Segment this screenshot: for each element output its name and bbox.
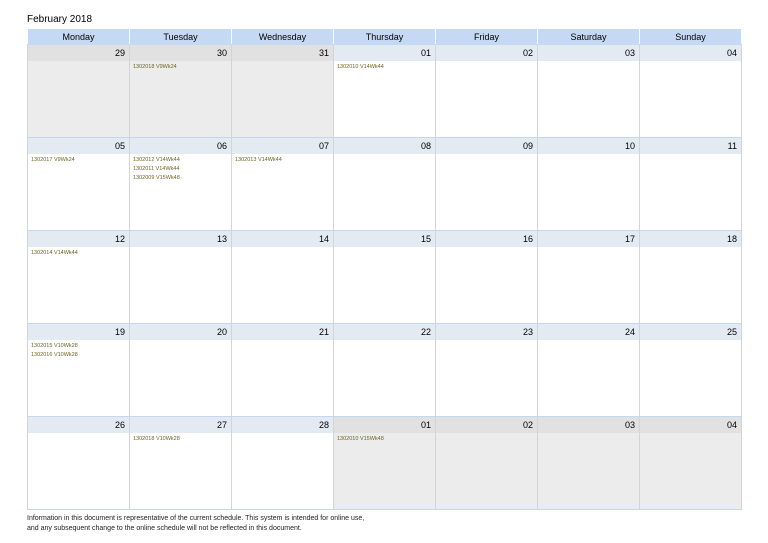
weekday-header-thursday: Thursday <box>334 29 436 45</box>
day-events <box>130 340 231 342</box>
calendar-day-cell[interactable] <box>334 231 436 324</box>
day-number: 10 <box>538 138 639 154</box>
day-events <box>130 247 231 249</box>
calendar-day-cell[interactable] <box>130 138 232 231</box>
weekday-header-row <box>28 29 742 45</box>
day-events <box>538 340 639 342</box>
day-events <box>232 154 333 165</box>
day-events <box>232 61 333 63</box>
day-events <box>28 154 129 165</box>
day-number: 07 <box>232 138 333 154</box>
day-events <box>436 154 537 156</box>
day-events <box>334 340 435 342</box>
day-number: 27 <box>130 417 231 433</box>
month-calendar <box>27 28 742 510</box>
calendar-day-cell[interactable] <box>232 417 334 510</box>
day-number: 01 <box>334 45 435 61</box>
calendar-event[interactable]: 1302018 V10Wk28 <box>133 436 180 442</box>
calendar-day-cell[interactable] <box>28 45 130 138</box>
disclaimer-line-1: Information in this document is representative of the current schedule. This system is intended for online use, <box>27 515 365 522</box>
calendar-day-cell[interactable] <box>538 45 640 138</box>
day-number: 24 <box>538 324 639 340</box>
calendar-day-cell[interactable] <box>640 231 742 324</box>
day-number: 18 <box>640 231 741 247</box>
calendar-day-cell[interactable] <box>334 45 436 138</box>
calendar-week-row <box>28 324 742 417</box>
day-number: 22 <box>334 324 435 340</box>
weekday-header-friday: Friday <box>436 29 538 45</box>
calendar-event[interactable]: 1302016 V10Wk28 <box>31 352 78 358</box>
day-events <box>232 340 333 342</box>
calendar-day-cell[interactable] <box>538 417 640 510</box>
weekday-header-saturday: Saturday <box>538 29 640 45</box>
day-number: 14 <box>232 231 333 247</box>
day-events <box>538 247 639 249</box>
day-number: 03 <box>538 45 639 61</box>
day-events <box>640 247 741 249</box>
day-number: 16 <box>436 231 537 247</box>
day-events <box>28 247 129 258</box>
disclaimer-line-2: and any subsequent change to the online schedule will not be reflected in this document. <box>27 525 302 532</box>
day-number: 25 <box>640 324 741 340</box>
day-number: 30 <box>130 45 231 61</box>
day-events <box>28 340 129 360</box>
calendar-week-row <box>28 45 742 138</box>
calendar-day-cell[interactable] <box>640 45 742 138</box>
day-number: 09 <box>436 138 537 154</box>
day-number: 13 <box>130 231 231 247</box>
day-events <box>28 433 129 435</box>
day-events <box>232 247 333 249</box>
calendar-day-cell[interactable] <box>538 324 640 417</box>
calendar-day-cell[interactable] <box>538 138 640 231</box>
calendar-day-cell[interactable] <box>130 324 232 417</box>
day-number: 15 <box>334 231 435 247</box>
day-events <box>232 433 333 435</box>
weekday-header-monday: Monday <box>28 29 130 45</box>
calendar-day-cell[interactable] <box>334 417 436 510</box>
day-events <box>130 433 231 444</box>
weekday-header-wednesday: Wednesday <box>232 29 334 45</box>
weekday-header-sunday: Sunday <box>640 29 742 45</box>
day-number: 04 <box>640 417 741 433</box>
day-number: 08 <box>334 138 435 154</box>
calendar-day-cell[interactable] <box>334 138 436 231</box>
day-events <box>538 61 639 63</box>
calendar-day-cell[interactable] <box>640 417 742 510</box>
weekday-header-tuesday: Tuesday <box>130 29 232 45</box>
calendar-day-cell[interactable] <box>640 324 742 417</box>
calendar-day-cell[interactable] <box>232 324 334 417</box>
day-events <box>538 154 639 156</box>
day-number: 02 <box>436 45 537 61</box>
day-number: 05 <box>28 138 129 154</box>
calendar-day-cell[interactable] <box>640 138 742 231</box>
day-events <box>538 433 639 435</box>
day-number: 01 <box>334 417 435 433</box>
day-number: 26 <box>28 417 129 433</box>
day-number: 29 <box>28 45 129 61</box>
calendar-event[interactable]: 1302014 V14Wk44 <box>31 250 78 256</box>
calendar-day-cell[interactable] <box>334 324 436 417</box>
calendar-week-row <box>28 417 742 510</box>
calendar-day-cell[interactable] <box>436 138 538 231</box>
calendar-day-cell[interactable] <box>130 417 232 510</box>
calendar-event[interactable]: 1302010 V14Wk44 <box>337 64 384 70</box>
calendar-day-cell[interactable] <box>232 45 334 138</box>
day-events <box>334 154 435 156</box>
disclaimer <box>27 514 364 534</box>
day-number: 17 <box>538 231 639 247</box>
day-number: 21 <box>232 324 333 340</box>
calendar-event[interactable]: 1302010 V15Wk48 <box>337 436 384 442</box>
calendar-event[interactable]: 1302011 V14Wk44 <box>133 166 180 172</box>
day-number: 20 <box>130 324 231 340</box>
day-number: 23 <box>436 324 537 340</box>
day-number: 19 <box>28 324 129 340</box>
calendar-event[interactable]: 1302017 V9Wk24 <box>31 157 75 163</box>
day-events <box>640 154 741 156</box>
calendar-event[interactable]: 1302009 V15Wk48 <box>133 175 180 181</box>
calendar-day-cell[interactable] <box>130 231 232 324</box>
day-events <box>640 433 741 435</box>
calendar-event[interactable]: 1302013 V14Wk44 <box>235 157 282 163</box>
day-events <box>640 61 741 63</box>
day-events <box>640 340 741 342</box>
calendar-day-cell[interactable] <box>436 417 538 510</box>
calendar-day-cell[interactable] <box>130 45 232 138</box>
day-events <box>334 247 435 249</box>
calendar-event[interactable]: 1302012 V14Wk44 <box>133 157 180 163</box>
calendar-day-cell[interactable] <box>436 231 538 324</box>
day-number: 04 <box>640 45 741 61</box>
day-events <box>436 340 537 342</box>
day-events <box>28 61 129 63</box>
calendar-day-cell[interactable] <box>28 138 130 231</box>
calendar-day-cell[interactable] <box>28 417 130 510</box>
day-number: 31 <box>232 45 333 61</box>
calendar-day-cell[interactable] <box>538 231 640 324</box>
calendar-day-cell[interactable] <box>28 231 130 324</box>
day-number: 12 <box>28 231 129 247</box>
calendar-event[interactable]: 1302018 V9Wk24 <box>133 64 177 70</box>
day-number: 02 <box>436 417 537 433</box>
day-events <box>436 61 537 63</box>
calendar-day-cell[interactable] <box>436 324 538 417</box>
day-number: 28 <box>232 417 333 433</box>
day-number: 11 <box>640 138 741 154</box>
day-events <box>130 61 231 72</box>
day-events <box>436 247 537 249</box>
day-number: 03 <box>538 417 639 433</box>
calendar-day-cell[interactable] <box>232 138 334 231</box>
calendar-week-row <box>28 231 742 324</box>
calendar-week-row <box>28 138 742 231</box>
day-events <box>334 433 435 444</box>
calendar-day-cell[interactable] <box>436 45 538 138</box>
calendar-day-cell[interactable] <box>28 324 130 417</box>
calendar-event[interactable]: 1302015 V10Wk28 <box>31 343 78 349</box>
day-events <box>130 154 231 183</box>
day-events <box>334 61 435 72</box>
day-events <box>436 433 537 435</box>
calendar-day-cell[interactable] <box>232 231 334 324</box>
calendar-title: February 2018 <box>27 14 93 25</box>
day-number: 06 <box>130 138 231 154</box>
